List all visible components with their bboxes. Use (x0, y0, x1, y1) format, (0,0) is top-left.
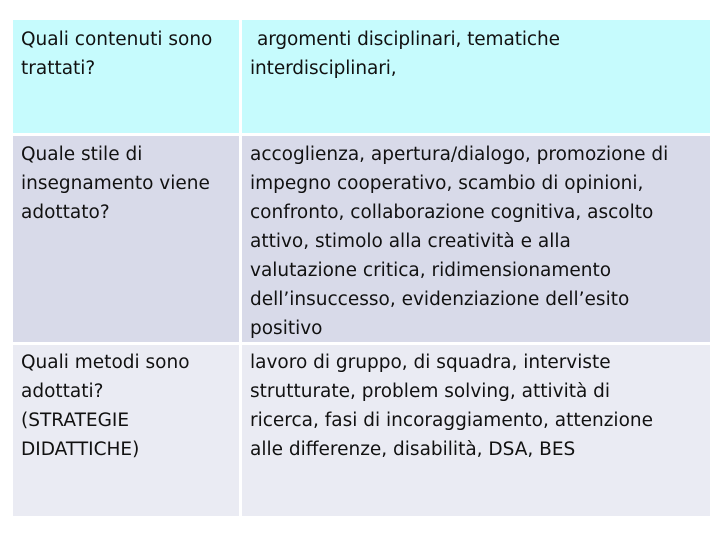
answer-line: valutazione critica, ridimensionamento (250, 260, 612, 281)
question-line: insegnamento viene (21, 173, 210, 194)
question-cell-contenuti (13, 20, 239, 133)
question-line: Quali metodi sono (21, 352, 190, 373)
answer-line: accoglienza, apertura/dialogo, promozione di (250, 144, 669, 165)
answer-line: ricerca, fasi di incoraggiamento, attenzione (250, 410, 653, 431)
answer-line: alle differenze, disabilità, DSA, BES (250, 439, 576, 460)
answer-line: positivo (250, 318, 323, 339)
answer-cell-stile (242, 136, 710, 342)
question-cell-metodi (13, 345, 239, 516)
question-line: DIDATTICHE) (21, 439, 140, 460)
answer-cell-contenuti (242, 20, 710, 133)
answer-line: strutturate, problem solving, attività di (250, 381, 611, 402)
question-line: adottati? (21, 381, 104, 402)
question-line: (STRATEGIE (21, 410, 130, 431)
answer-line: dell’insuccesso, evidenziazione dell’esito (250, 289, 630, 310)
question-line: trattati? (21, 58, 96, 79)
answer-line: argomenti disciplinari, tematiche (257, 29, 560, 50)
answer-line: impegno cooperativo, scambio di opinioni, (250, 173, 644, 194)
question-line: adottato? (21, 202, 110, 223)
question-line: Quali contenuti sono (21, 29, 213, 50)
answer-line: attivo, stimolo alla creatività e alla (250, 231, 571, 252)
answer-cell-metodi (242, 345, 710, 516)
question-line: Quale stile di (21, 144, 143, 165)
answer-line: confronto, collaborazione cognitiva, ascolto (250, 202, 654, 223)
answer-line: interdisciplinari, (250, 58, 397, 79)
info-table (13, 20, 710, 516)
answer-line: lavoro di gruppo, di squadra, interviste (250, 352, 611, 373)
question-cell-stile (13, 136, 239, 342)
